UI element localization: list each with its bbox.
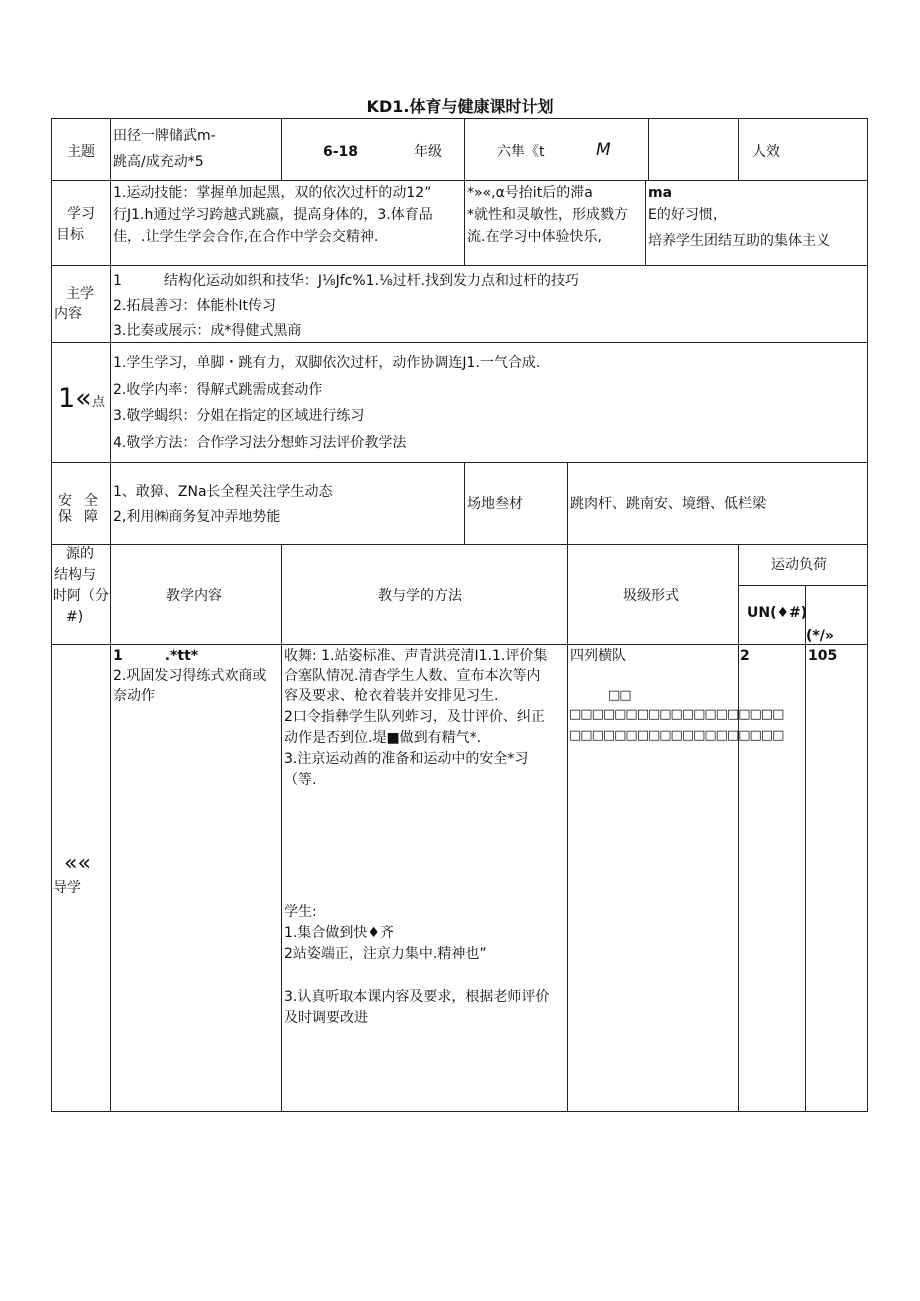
load-intensity: 105	[808, 648, 838, 664]
main-content-line-1: 1 结构化运动如织和技华：J⅛Jfc%1.⅛过杆.找到发力点和过杆的技巧	[113, 273, 580, 289]
rule	[738, 118, 739, 180]
goals-right-3: 培养学生团结互助的集体主义	[648, 233, 830, 249]
main-content-line-3: 3.比奏或展示：成*得健式黑商	[113, 323, 302, 339]
rule	[51, 118, 52, 1111]
rule	[464, 462, 465, 544]
venue-label: 场地叁材	[467, 496, 523, 512]
structure-label-4: #)	[66, 609, 84, 625]
rule	[51, 544, 868, 545]
section-label-small: 导学	[53, 880, 81, 896]
safety-label-b2: 障	[84, 509, 98, 525]
rule	[464, 180, 465, 265]
col-header-methods: 教与学的方法	[378, 588, 462, 604]
page-title: KD1.体育与健康课时计划	[366, 97, 554, 116]
teacher-line-3: 容及要求、枪衣着装并安排见习生.	[284, 688, 499, 704]
main-content-label-2: 内容	[54, 306, 82, 322]
section-content-line-1: 1 .*tt*	[113, 648, 199, 664]
rule	[464, 118, 465, 180]
goals-mid-3: 流.在学习中体验快乐,	[467, 229, 602, 245]
col-header-load-count: UN(♦#)	[747, 605, 808, 621]
student-line-6: 及时调要改进	[284, 1010, 368, 1026]
structure-label-1: 源的	[66, 546, 94, 562]
goals-label-1: 学习	[67, 206, 95, 222]
teacher-line-7: （等.	[284, 772, 317, 788]
teacher-line-5: 动作是否到位.堤■做到有精气*.	[284, 730, 482, 746]
rule	[645, 180, 646, 265]
section-content-line-3: 奈动作	[113, 688, 155, 704]
rule	[867, 118, 868, 1111]
rule	[648, 118, 649, 180]
col-header-load-intensity: (*/»	[806, 628, 834, 644]
col-header-load: 运动负荷	[771, 557, 827, 573]
teacher-line-6: 3.注京运动酋的准备和运动中的安全*习	[284, 751, 529, 767]
topic-line-1: 田径一牌储武m-	[113, 128, 216, 144]
rule	[51, 265, 868, 266]
venue-value: 跳肉杆、跳南安、境缗、低栏梁	[570, 496, 766, 512]
grade-label: 年级	[414, 144, 442, 160]
rule	[281, 544, 282, 1111]
rule	[51, 118, 868, 119]
key-points-line-4: 4.敬学方法：合作学习法分想蚱习法评价教学法	[113, 435, 407, 451]
structure-label-2: 结构与	[54, 567, 96, 583]
rule	[805, 585, 806, 1111]
teacher-line-1: 收舞: 1.站姿标准、声青洪亮清I1.1.评价集	[284, 648, 548, 664]
goals-line-1: 1.运动技能：掌握单加起黑，双的依次过杆的动12”	[113, 185, 432, 201]
teacher-line-4: 2口令指彝学生队列蚱习，及廿评价、纠正	[284, 709, 545, 725]
rule	[51, 462, 868, 463]
safety-label-b1: 保	[58, 509, 72, 525]
formation-row-2: □□□□□□□□□□□□□□□□□□□	[569, 707, 784, 722]
key-points-line-2: 2.收学内率：得解式跳需成套动作	[113, 382, 323, 398]
section-content-line-2: 2.巩固发习得练式欢商或	[113, 668, 267, 684]
grade-value: 六隼《t	[497, 144, 545, 160]
goals-right-2: E的好习惯，	[648, 207, 727, 223]
teacher-line-2: 合塞队情况.清杳学生人数、宣布本次等内	[284, 668, 541, 684]
rule	[567, 544, 568, 1111]
main-content-label-1: 主学	[66, 286, 94, 302]
col-header-organization: 圾级形式	[623, 588, 679, 604]
goals-mid-1: *»«,α号抬it后的滞a	[467, 185, 593, 201]
student-line-5: 3.认真听取本课内容及要求，根据老师评价	[284, 989, 550, 1005]
rule	[51, 1111, 868, 1112]
safety-line-2: 2,利用㈱商务复冲弄地势能	[113, 509, 281, 525]
topic-line-2: 跳高/成充动*5	[113, 154, 204, 170]
goals-line-3: 佳，.让学生学会合作,在合作中学会交精神.	[113, 229, 379, 245]
rule	[567, 462, 568, 544]
goals-right-1: ma	[648, 185, 673, 201]
key-points-line-1: 1.学生学习，单脚・跳有力，双脚依次过杆，动作协调连J1.一气合成.	[113, 355, 541, 371]
key-points-label-small: 点	[92, 395, 106, 410]
formation-label: 四列横队	[570, 648, 626, 664]
key-points-line-3: 3.敬学蝎织：分姐在指定的区域进行练习	[113, 408, 365, 424]
student-line-1: 学生:	[284, 904, 317, 920]
formation-row-3: □□□□□□□□□□□□□□□□□□□	[569, 728, 784, 743]
key-points-label-big: 1«	[58, 383, 92, 414]
grade-mark: M	[596, 140, 611, 160]
structure-label-3: 时阿（分	[53, 588, 109, 604]
col-header-content: 教学内容	[166, 588, 222, 604]
formation-row-1: □□	[608, 688, 631, 703]
rule	[738, 544, 739, 1111]
goals-line-2: 行J1.h通过学习跨越式跳嬴，提高身体的，3.体育品	[113, 207, 433, 223]
rule	[110, 118, 111, 1111]
rule	[738, 585, 868, 586]
lesson-date: 6-18	[323, 144, 359, 160]
topic-label: 主题	[67, 144, 95, 160]
section-label-big: ««	[64, 851, 91, 876]
rule	[281, 118, 282, 180]
goals-label-2: 目标	[56, 227, 84, 243]
student-count-label: 人效	[752, 144, 780, 160]
safety-label-a1: 安	[58, 493, 72, 509]
student-line-2: 1.集合做到快♦齐	[284, 925, 394, 941]
student-line-3: 2站姿端正，注京力集中.精神也”	[284, 946, 487, 962]
safety-label-a2: 全	[84, 493, 98, 509]
main-content-line-2: 2.拓晨善习：体能朴It传习	[113, 298, 276, 314]
safety-line-1: 1、敢獐、ZNa长全程关注学生动态	[113, 484, 333, 500]
goals-mid-2: *就性和灵敏性，形成戮方	[467, 207, 628, 223]
load-count: 2	[740, 648, 750, 664]
